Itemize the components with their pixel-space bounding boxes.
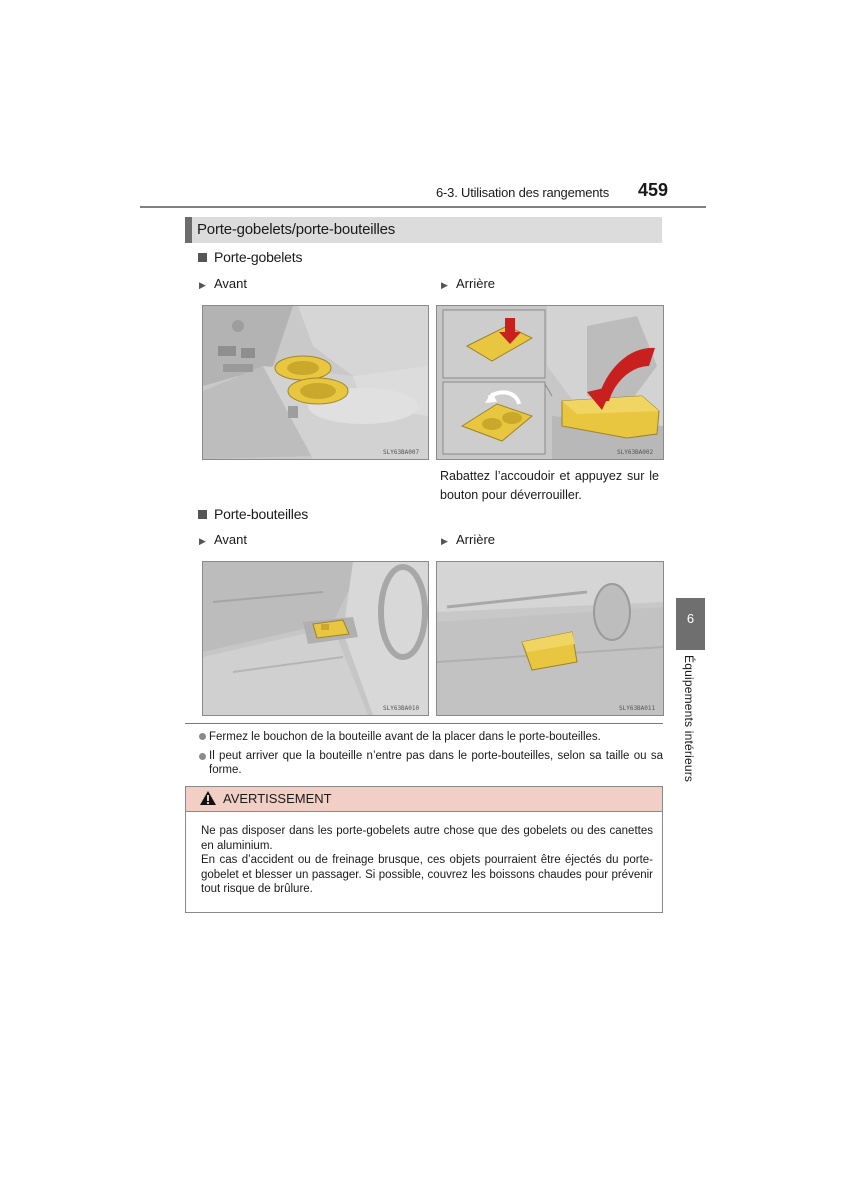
chapter-tab-number: 6 xyxy=(686,611,695,626)
front-cup-holder-illustration xyxy=(202,305,429,460)
note-item xyxy=(199,730,663,744)
triangle-bullet-icon: ▶ xyxy=(199,536,206,546)
triangle-bullet-icon: ▶ xyxy=(441,280,448,290)
warning-paragraph-2: En cas d’accident ou de freinage brusque, ces objets pourraient être éjectés du porte-gobelet et blesser un passager. Si possible, couvrez les boissons chaudes pour prévenir tout risque de brûlure. xyxy=(201,854,653,895)
section-title-accent xyxy=(185,217,192,243)
triangle-bullet-icon: ▶ xyxy=(199,280,206,290)
triangle-bullet-icon: ▶ xyxy=(441,536,448,546)
bottle-front-label: Avant xyxy=(214,532,248,547)
note-text: Fermez le bouchon de la bouteille avant de la placer dans le porte-bouteilles. xyxy=(209,731,601,743)
header-divider xyxy=(140,206,706,208)
bottle-holders-heading: Porte-bouteilles xyxy=(214,506,309,522)
notes-divider xyxy=(185,723,663,724)
note-item xyxy=(199,749,663,777)
rear-bottle-holder-illustration xyxy=(436,561,664,716)
rear-cup-holder-illustration xyxy=(436,305,664,460)
note-text: Il peut arriver que la bouteille n’entre pas dans le porte-bouteilles, selon sa taille ou sa forme. xyxy=(209,750,663,776)
front-cup-image-code: SLY63BA007 xyxy=(383,449,420,456)
cup-holders-heading: Porte-gobelets xyxy=(214,249,303,265)
chapter-header: 6-3. Utilisation des rangements xyxy=(436,185,610,200)
square-bullet-icon xyxy=(198,510,207,519)
warning-title: AVERTISSEMENT xyxy=(223,791,332,806)
rear-cup-image-code: SLY63BA002 xyxy=(617,449,654,456)
bullet-dot-icon xyxy=(199,753,206,760)
warning-body xyxy=(201,824,653,897)
cup-rear-label: Arrière xyxy=(456,276,496,291)
front-bottle-image-code: SLY63BA010 xyxy=(383,705,420,712)
warning-paragraph-1: Ne pas disposer dans les porte-gobelets autre chose que des gobelets ou des canettes en aluminium. xyxy=(201,825,653,852)
bullet-dot-icon xyxy=(199,733,206,740)
cup-front-label: Avant xyxy=(214,276,248,291)
warning-triangle-icon xyxy=(199,790,217,811)
front-bottle-holder-illustration xyxy=(202,561,429,716)
page-number: 459 xyxy=(638,180,669,200)
bottle-rear-label: Arrière xyxy=(456,532,496,547)
square-bullet-icon xyxy=(198,253,207,262)
rear-bottle-image-code: SLY63BA011 xyxy=(619,705,656,712)
chapter-tab-label: Équipements intérieurs xyxy=(682,655,696,783)
rear-cup-caption: Rabattez l’accoudoir et appuyez sur le bouton pour déverrouiller. xyxy=(440,469,659,502)
section-title: Porte-gobelets/porte-bouteilles xyxy=(197,221,396,238)
